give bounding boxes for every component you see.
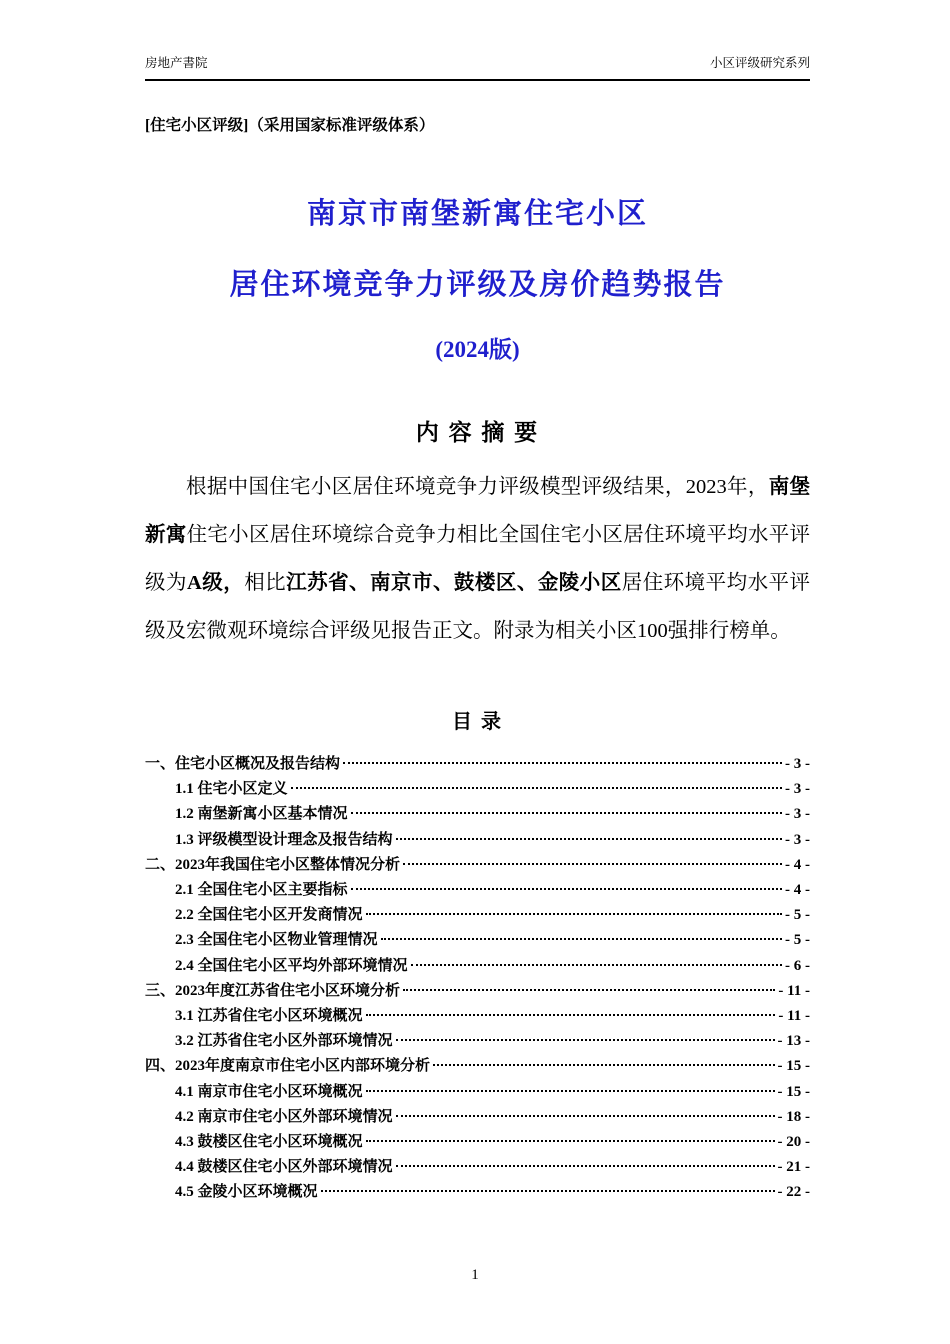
toc-item-label: 4.5 金陵小区环境概况 — [175, 1184, 318, 1201]
toc-item-page: - 11 - — [778, 1008, 810, 1025]
toc-dot-leader — [351, 812, 782, 814]
toc-item-label: 一、住宅小区概况及报告结构 — [145, 756, 341, 772]
toc-item — [145, 777, 810, 802]
toc-item-page: - 22 - — [777, 1184, 810, 1201]
abstract-segment: 住宅小区居住环境综合竞争力相比全国住宅小区居住环境平均水平评级为 — [145, 524, 811, 594]
toc-dot-leader — [381, 938, 782, 940]
toc-item-page: - 5 - — [785, 932, 810, 949]
header-left-label: 房地产書院 — [145, 56, 208, 70]
toc-dot-leader — [366, 913, 782, 915]
report-title-line2: 居住环境竞争力评级及房价趋势报告 — [229, 269, 726, 301]
toc-item-label: 4.2 南京市住宅小区外部环境情况 — [175, 1108, 393, 1125]
toc-heading: 目 录 — [452, 711, 503, 733]
toc-dot-leader — [396, 838, 782, 840]
toc-item — [145, 1054, 810, 1079]
toc-dot-leader — [343, 762, 782, 764]
toc-item-label: 四、2023年度南京市住宅小区内部环境分析 — [145, 1058, 431, 1075]
toc-item — [145, 752, 810, 777]
abstract-heading: 内 容 摘 要 — [415, 420, 540, 445]
toc-dot-leader — [403, 863, 782, 865]
toc-item-label: 3.2 江苏省住宅小区外部环境情况 — [175, 1033, 393, 1050]
toc-dot-leader — [433, 1064, 774, 1066]
toc-item-page: - 13 - — [777, 1033, 810, 1050]
toc-item-page: - 3 - — [785, 831, 810, 848]
toc-item-page: - 6 - — [785, 957, 810, 974]
toc-item-page: - 4 - — [785, 882, 810, 899]
toc-dot-leader — [396, 1115, 775, 1117]
toc-item-label: 4.4 鼓楼区住宅小区外部环境情况 — [175, 1159, 393, 1176]
abstract-segment: 根据中国住宅小区居住环境竞争力评级模型评级结果，2023年， — [186, 476, 769, 498]
toc-item-page: - 20 - — [777, 1134, 810, 1151]
toc-item-page: - 3 - — [785, 756, 810, 772]
toc-item — [145, 878, 810, 903]
toc-dot-leader — [366, 1090, 775, 1092]
header-right-label: 小区评级研究系列 — [709, 56, 810, 70]
toc-item-page: - 4 - — [785, 856, 810, 873]
toc-item-label: 2.4 全国住宅小区平均外部环境情况 — [175, 957, 408, 974]
toc-dot-leader — [396, 1165, 775, 1167]
page-header — [145, 56, 810, 71]
abstract-segment: 江苏省、南京市、鼓楼区、金陵小区 — [286, 572, 622, 594]
report-title-edition: (2024版) — [435, 337, 520, 362]
abstract-segment: A级， — [186, 572, 245, 594]
toc-dot-leader — [411, 964, 782, 966]
toc-item — [145, 802, 810, 827]
toc-item — [145, 1004, 810, 1029]
toc-item — [145, 1029, 810, 1054]
abstract-segment: 居住环境平均水平评级及宏微观环境综合评级见报告正文。附录为相关小区100强排行榜单。 — [145, 572, 811, 642]
toc-dot-leader — [396, 1039, 775, 1041]
toc-item — [145, 903, 810, 928]
toc-item — [145, 828, 810, 853]
toc-item-label: 三、2023年度江苏省住宅小区环境分析 — [145, 982, 401, 999]
toc-dot-leader — [291, 787, 782, 789]
report-title-line1: 南京市南堡新寓住宅小区 — [306, 198, 648, 230]
toc-item-label: 1.3 评级模型设计理念及报告结构 — [175, 831, 393, 848]
toc-dot-leader — [366, 1140, 775, 1142]
toc-list — [145, 752, 810, 1206]
toc-dot-leader — [321, 1190, 775, 1192]
toc-item-label: 2.2 全国住宅小区开发商情况 — [175, 907, 363, 924]
toc-item-label: 2.3 全国住宅小区物业管理情况 — [175, 932, 378, 949]
toc-item-label: 4.3 鼓楼区住宅小区环境概况 — [175, 1134, 363, 1151]
report-series-label: [住宅小区评级]（采用国家标准评级体系） — [145, 117, 435, 134]
toc-item-page: - 15 - — [777, 1083, 810, 1100]
toc-item-label: 1.1 住宅小区定义 — [175, 781, 288, 798]
toc-item — [145, 1155, 810, 1180]
abstract-paragraph — [145, 463, 810, 655]
toc-dot-leader — [351, 888, 782, 890]
toc-item-label: 3.1 江苏省住宅小区环境概况 — [175, 1008, 363, 1025]
toc-item-page: - 15 - — [777, 1058, 810, 1075]
toc-item — [145, 979, 810, 1004]
toc-item-page: - 21 - — [777, 1159, 810, 1176]
toc-item — [145, 954, 810, 979]
toc-item-label: 二、2023年我国住宅小区整体情况分析 — [145, 856, 401, 873]
abstract-segment: 相比 — [244, 572, 287, 594]
toc-item-label: 1.2 南堡新寓小区基本情况 — [175, 806, 348, 823]
toc-item-page: - 3 - — [785, 806, 810, 823]
toc-item-page: - 18 - — [777, 1108, 810, 1125]
toc-item-page: - 3 - — [785, 781, 810, 798]
toc-dot-leader — [366, 1014, 776, 1016]
toc-item — [145, 853, 810, 878]
page-number: 1 — [471, 1267, 479, 1283]
toc-item-label: 2.1 全国住宅小区主要指标 — [175, 882, 348, 899]
toc-item — [145, 1130, 810, 1155]
toc-item — [145, 1080, 810, 1105]
header-divider — [145, 79, 810, 81]
toc-item — [145, 1180, 810, 1205]
abstract-segment: 南堡新寓 — [145, 476, 811, 546]
toc-item — [145, 928, 810, 953]
toc-item-page: - 11 - — [778, 982, 810, 999]
toc-item-page: - 5 - — [785, 907, 810, 924]
toc-item-label: 4.1 南京市住宅小区环境概况 — [175, 1083, 363, 1100]
toc-item — [145, 1105, 810, 1130]
toc-dot-leader — [403, 989, 775, 991]
